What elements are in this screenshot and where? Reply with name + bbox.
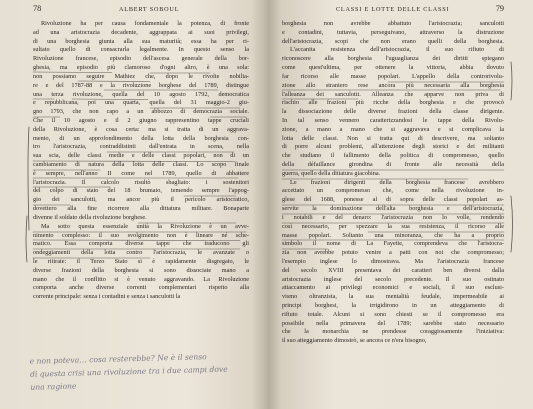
text-line: nimento complesso: il suo svolgimento non è lineare né sche-: [33, 231, 249, 239]
text-line: che la monarchia ne prendesse coraggiosamente l'iniziativa:: [282, 328, 504, 336]
running-head-author: ALBERT SOBOUL: [119, 6, 180, 13]
text-line: diverse frazioni della borghesia si sono dissociate mano a: [33, 266, 249, 274]
text-line: una terza rivoluzione, quella del 10 agosto 1792, democratica: [33, 90, 249, 98]
text-line: zia non avrebbe potuto venire a patti con noi che compromesso;: [282, 249, 504, 257]
text-line: l'esempio inglese lo dimostrava. Ma l'aristocrazia francese: [282, 257, 504, 265]
text-line: servite la dominazione dell'alta borghesia e dell'aristocrazia,: [282, 205, 504, 213]
text-line: così necessario, per spezzare la sua resistenza, il ricorso alle: [282, 222, 504, 230]
handwritten-margin-note: [30, 349, 241, 393]
text-line: L'accanita resistenza dell'aristocrazia, il suo rifiuto di: [290, 46, 504, 54]
running-head-title: CLASSI E LOTTE DELLE CLASSI: [336, 6, 450, 13]
text-line: Rivoluzione ha per causa fondamentale la potenza, di fronte: [41, 20, 249, 27]
text-line: sua scia, delle classi medie e delle classi popolari, non di un: [33, 152, 249, 160]
text-line: tro l'aristocrazia, contraddistinti dall'entrata in scena, nella: [33, 143, 249, 151]
margin-bracket: [511, 196, 513, 252]
text-line: riconoscere alla borghesia l'uguaglianza dei diritti spiegano: [282, 55, 504, 63]
text-line: del secolo XVIII presentava dei caratteri ben diversi dalla: [282, 266, 504, 274]
text-line: far ricorso alle masse popolari. L'appello della controrivolu-: [282, 72, 504, 80]
right-page-text: [282, 20, 504, 346]
handwritten-line: una ragione: [30, 381, 77, 392]
text-line: l'aristocrazia. Il calcolo risultò sbagliato: i sostenitori: [33, 178, 249, 186]
text-line: gio dei sanculotti, ma ancor più il pericolo aristocratico,: [33, 196, 249, 204]
text-line: vismo oltranzista, la sua mentalità feudale, impermeabile ai: [282, 293, 504, 301]
text-line: non possiamo seguire Mathiez che, dopo le rivolte nobilia-: [33, 72, 249, 80]
text-line: Le frazioni dirigenti della borghesia francese avrebbero: [290, 178, 504, 186]
text-line: zione, a mano a mano che si aggravava e si complicava la: [282, 125, 504, 133]
text-line: e repubblicana, poi una quarta, quella del 31 maggio-2 giu-: [33, 99, 249, 107]
handwritten-line: di questa crisi una rivoluzione tra i due campi dove: [29, 364, 228, 379]
text-line: il suo atteggiamento dimostrò, se ancora ce n'era bisogno,: [282, 337, 427, 345]
text-line: Che il 10 agosto e il 2 giugno rappresentino tappe cruciali: [33, 116, 249, 124]
text-line: i notabili e del denaro: l'aristocrazia non lo volle, rendendo: [282, 213, 504, 221]
text-line: mano che il conflitto si è venuto aggravando. La Rivoluzione: [33, 275, 249, 283]
text-line: glese del 1688, ponesse al di sopra delle classi popolari as-: [282, 196, 504, 204]
text-line: della Rivoluzione, è cosa certa: ma si tratta di un aggrava-: [33, 125, 249, 133]
text-line: ad una aristocrazia decadente, aggrappata ai suoi privilegi,: [33, 28, 249, 36]
text-line: e contadini, tuttavia, perseguivano, attraverso la distruzione: [282, 28, 504, 36]
margin-bracket: [26, 216, 27, 262]
text-line: che studiano il fallimento della politica di compromesso, quello: [282, 152, 504, 160]
right-page: [268, 0, 533, 409]
text-line: dovettero alla fine ricorrere alla dittatura militare. Bonaparte: [33, 205, 249, 213]
text-line: rischio alle frazioni più ricche della borghesia e che provocò: [282, 99, 504, 107]
text-line: sultato quello di consacrarla legalmente. In questo senso la: [33, 46, 249, 54]
left-page-text: [33, 20, 249, 302]
text-line: possibile nella primavera del 1789; sarebbe stato necessario: [282, 319, 504, 327]
text-line: In tal senso vennero caratterizzandosi le tappe della Rivolu-: [282, 116, 504, 124]
text-line: principi borghesi, la irrigidirono in un atteggiamento di: [282, 302, 504, 309]
text-line: ondeggiamenti della lotta contro l'aristocrazia, le avanzate o: [33, 249, 249, 257]
text-line: corrente principale: senza i contadini e senza i sanculotti la: [33, 293, 181, 301]
text-line: cambiamento di natura della lotta delle classi. Lo scopo finale: [33, 161, 249, 168]
handwritten-line: e non poteva… cosa resterebbe? Ne è il senso: [29, 352, 207, 366]
text-line: rifiuto totale. Alcuni si sono chiesti se il compromesso era: [282, 310, 504, 318]
text-line: re e del 1787-88 e la rivoluzione borghese del 1789, distingue: [33, 81, 249, 89]
text-line: borghesia non avrebbe abbattuto l'aristocrazia; sanculotti: [282, 20, 504, 27]
text-line: dell'aristocrazia, scopi che non erano quelli della borghesia.: [282, 37, 504, 45]
text-line: l'alleanza dei sanculotti. Alleanza che apparve non priva di: [282, 90, 504, 98]
margin-bracket: [511, 62, 512, 100]
page-number-78: 78: [33, 4, 42, 13]
text-line: Rivoluzione francese, episodio dell'ascesa generale della bor-: [33, 55, 249, 63]
text-line: della défaillance girondina di fronte alle necessità della: [282, 161, 504, 168]
text-line: gno 1793, che non capo a un abbozzo di democrazia sociale.: [33, 108, 249, 116]
text-line: di porre alcuni problemi, all'attenzione degli storici e dei militanti: [282, 143, 504, 151]
text-line: Ma sotto questa essenziale unità la Rivoluzione è un avve-: [41, 222, 249, 230]
text-line: comporta anche diverse correnti complementari rispetto alla: [33, 284, 249, 292]
text-line: mento, di un approfondimento della lotta della borghesia con-: [33, 134, 249, 142]
text-line: simbolo il nome di La Fayette, comprendeva che l'aristocra-: [282, 240, 504, 248]
text-line: lotta delle classi. Non si tratta qui di descrivere, ma soltanto: [282, 134, 504, 142]
margin-bracket: [28, 127, 29, 230]
text-line: attaccamento ai privilegi economici e sociali, il suo esclusi-: [282, 284, 504, 292]
text-line: accettato un compromesso che, come nella rivoluzione in-: [282, 187, 504, 195]
text-line: ghesia, ma episodio più clamoroso d'ogni altro, è una sola:: [33, 64, 249, 72]
page-number-79: 79: [495, 4, 504, 13]
text-line: la dissociazione delle diverse frazioni della classe dirigente.: [282, 108, 504, 116]
text-line: del colpo di stato del 18 brumaio, temendo sempre l'appog-: [33, 187, 249, 195]
text-line: aristocrazia inglese del secolo precedente. Il suo ostinato: [282, 275, 504, 283]
text-line: come quest'ultima, per ottenere la vittoria, abbia dovuto: [282, 64, 504, 72]
text-line: divenne il soldato della rivoluzione borghese.: [33, 213, 147, 221]
text-line: masse popolari. Soltanto una minoranza, che ha a proprio: [282, 231, 504, 239]
text-line: le ritirate: il Terzo Stato si è rapidamente disgregato, le: [33, 257, 249, 265]
text-line: guerra, quello della dittatura giacobina.: [282, 169, 381, 177]
text-line: matico. Essa comporta diverse tappe che traducono gli: [33, 240, 249, 248]
text-line: di una borghesia giunta alla sua maturità; essa ha per ri-: [33, 37, 249, 45]
text-line: è sempre, nell'anno II come nel 1789, quello di abbattere: [33, 169, 249, 177]
text-line: zione allo straniero rese ancora più necessaria alla borghesia: [282, 81, 504, 89]
